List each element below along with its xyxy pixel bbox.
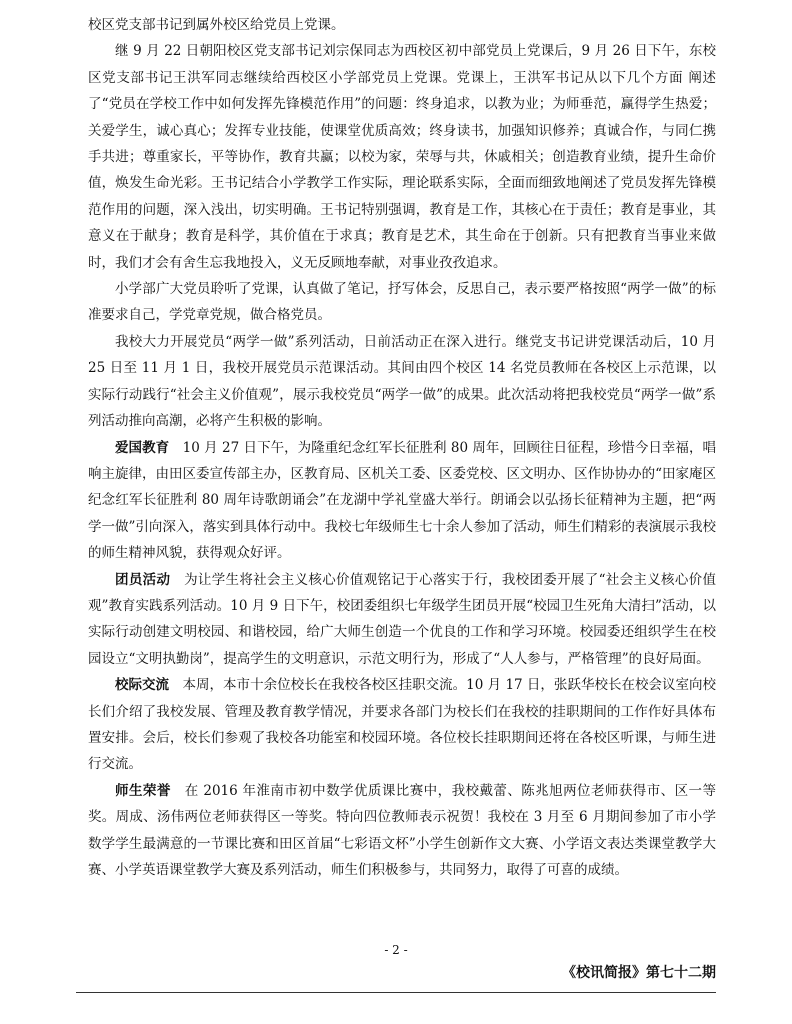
paragraph-text: 本周，本市十余位校长在我校各校区挂职交流。10 月 17 日，张跃华校长在校会议室向校长们介绍了我校发展、管理及教育教学情况，并要求各部门为校长们在我校的挂职期间的工作作好具体布置安排。会后，校长们参观了我校各功能室和校园环境。各位校长挂职期间还将在各校区听课，与师生进行交流。 — [88, 677, 717, 773]
paragraph-text: 继 9 月 22 日朝阳校区党支部书记刘宗保同志为西校区初中部党员上党课后，9 月 26 日下午，东校区党支部书记王洪军同志继续给西校区小学部党员上党课。党课上，王洪军书记从以下几个方面 阐述了“党员在学校工作中如何发挥先锋模范作用”的问题：终身追求，以教为业；为师垂范，赢得学生热爱；关爱学生，诚心真心；发挥专业技能，使课堂优质高效；终身读书，加强知识修养；真诚合作，与同仁携手共进；尊重家长，平等协作，教育共赢；以校为家，荣辱与共，休戚相关；创造教育业绩，提升生命价值，焕发生命光彩。王书记结合小学教学工作实际，理论联系实际，全面而细致地阐述了党员发挥先锋模范作用的问题，深入浅出，切实明确。王书记特别强调，教育是工作，其核心在于责任；教育是事业，其意义在于献身；教育是科学，其价值在于求真；教育是艺术，其生命在于创新。只有把教育当事业来做时，我们才会有舍生忘我地投入，义无反顾地奉献，对事业孜孜追求。 — [88, 43, 716, 271]
article-body — [88, 12, 716, 883]
paragraph-text: 校区党支部书记到属外校区给党员上党课。 — [88, 17, 345, 33]
paragraph-text: 我校大力开展党员“两学一做”系列活动，日前活动正在深入进行。继党支书记讲党课活动后，10 月 25 日至 11 月 1 日，我校开展党员示范课活动。其间由四个校区 14 名党员教师在各校区上示范课，以实际行动践行“社会主义价值观”，展示我校党员“两学一做”的成果。此次活动将把我校党员“两学一做”系列活动推向高潮，必将产生积极的影响。 — [88, 333, 716, 430]
footer-divider — [76, 992, 716, 993]
paragraph-text: 在 2016 年淮南市初中数学优质课比赛中，我校戴蕾、陈兆旭两位老师获得市、区一等奖。周成、汤伟两位老师获得区一等奖。特向四位教师表示祝贺！我校在 3 月至 6 月期间参加了市小学数学学生最满意的一节课比赛和田区首届“七彩语文杯”小学生创新作文大赛、小学语文表达类课堂教学大赛、小学英语课堂教学大赛及系列活动，师生们积极参与，共同努力，取得了可喜的成绩。 — [88, 782, 716, 878]
publication-footer: 《校讯简报》第七十二期 — [562, 965, 716, 981]
paragraph — [88, 778, 716, 884]
paragraph-text: 为让学生将社会主义核心价值观铭记于心落实于行，我校团委开展了“社会主义核心价值观”教育实践系列活动。10 月 9 日下午，校团委组织七年级学生团员开展“校园卫生死角大清扫”活动，以实际行动创建文明校园、和谐校园，给广大师生创造一个优良的工作和学习环境。校园委还组织学生在校园设立“文明执勤岗”，提高学生的文明意识，示范文明行为，形成了“人人参与，严格管理”的良好局面。 — [88, 571, 716, 667]
section-heading: 师生荣誉 — [115, 782, 171, 799]
paragraph — [88, 38, 716, 276]
section-heading: 团员活动 — [115, 571, 171, 588]
paragraph — [88, 435, 716, 567]
paragraph — [88, 329, 716, 435]
paragraph — [88, 12, 716, 38]
paragraph-text: 小学部广大党员聆听了党课，认真做了笔记，抒写体会，反思自己，表示要严格按照“两学一做”的标准要求自己，学党章党规，做合格党员。 — [88, 281, 716, 324]
section-heading: 校际交流 — [115, 677, 170, 694]
paragraph — [88, 567, 716, 673]
paragraph — [88, 276, 716, 329]
page-number: - 2 - — [384, 943, 408, 957]
paragraph-text: 10 月 27 日下午，为隆重纪念红军长征胜利 80 周年，回顾往日征程，珍惜今日幸福，唱响主旋律，由田区委宣传部主办，区教育局、区机关工委、区委党校、区文明办、区作协协办的“田家庵区纪念红军长征胜利 80 周年诗歌朗诵会”在龙湖中学礼堂盛大举行。朗诵会以弘扬长征精神为主题，把“两学一做”引向深入，落实到具体行动中。我校七年级师生七十余人参加了活动，师生们精彩的表演展示我校的师生精神风貌，获得观众好评。 — [88, 439, 717, 562]
section-heading: 爱国教育 — [115, 439, 170, 456]
paragraph — [88, 672, 716, 778]
